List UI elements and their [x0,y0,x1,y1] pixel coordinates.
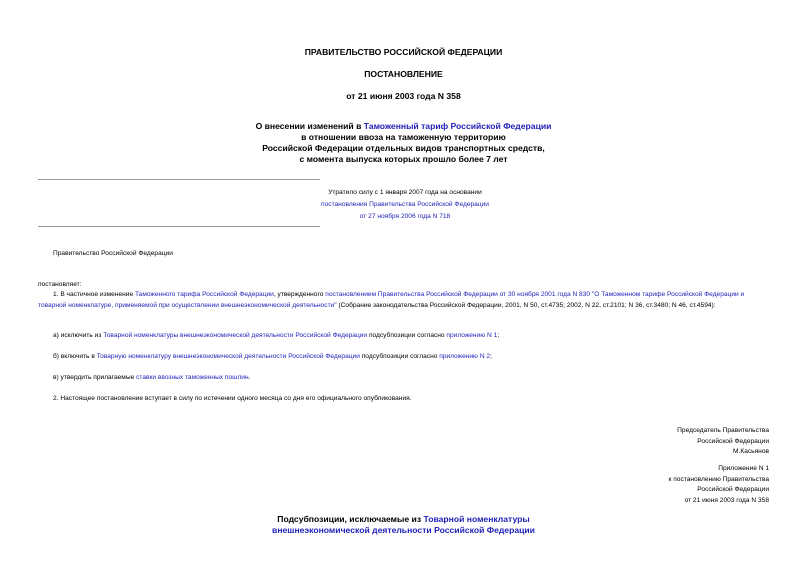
tn-ved-link-1[interactable]: Товарной номенклатуры внешнеэкономической деятельности Российской Федерации [103,332,368,339]
signature-position: Председатель Правительства [677,427,769,434]
tn-ved-link-2[interactable]: Товарную номенклатуру внешнеэкономической деятельности Российской Федерации [96,353,360,360]
paragraph-a: а) исключить из Товарной номенклатуры внешнеэкономической деятельности Российской Федерации подсубпозиции согласно приложению N 1; [53,332,500,339]
decree-830-link[interactable]: постановлением Правительства Российской Федерации от 30 ноября 2001 года N 830 "О Таможенном тарифе Российской Федерации и товарной номенклатуре, применяемой при осуществлении внешнеэкономической деятельности" [38,291,745,309]
status-note-text: Утратило силу с 1 января 2007 года на основании [328,189,482,196]
repeal-decree-date-link[interactable]: от 27 ноября 2006 года N 718 [359,213,451,220]
title-line-4: с момента выпуска которых прошло более 7 лет [299,154,508,164]
signature-name: М.Касьянов [733,448,769,455]
title-line-3: Российской Федерации отдельных видов транспортных средств, [262,143,545,153]
appendix-reference [669,464,770,506]
appendix-title [0,514,807,536]
document-type: ПОСТАНОВЛЕНИЕ [364,69,443,79]
body-decrees: постановляет: [38,281,82,288]
appendix-1-link[interactable]: приложению N 1 [446,332,498,339]
appendix-date: от 21 июня 2003 года N 358 [684,496,769,504]
customs-tariff-link-2[interactable]: Таможенного тарифа Российской Федерации [134,291,274,298]
divider-top [38,179,320,180]
tn-ved-title-link[interactable]: Товарной номенклатуры [423,514,530,524]
document-date-number: от 21 июня 2003 года N 358 [346,91,461,101]
appendix-org: Российской Федерации [697,486,769,493]
title-line-2: в отношении ввоза на таможенную территорию [301,132,506,142]
body-intro: Правительство Российской Федерации [53,250,173,257]
customs-tariff-link[interactable]: Таможенный тариф Российской Федерации [363,121,552,131]
paragraph-2: 2. Настоящее постановление вступает в силу по истечении одного месяца со дня его официального опубликования. [53,395,412,402]
paragraph-v: в) утвердить прилагаемые ставки ввозных таможенных пошлин. [53,374,251,381]
government-heading: ПРАВИТЕЛЬСТВО РОССИЙСКОЙ ФЕДЕРАЦИИ [304,47,503,57]
paragraph-1: 1. В частичное изменение Таможенного тарифа Российской Федерации, утвержденного постановлением Правительства Российской Федерации от 30 ноября 2001 года N 830 "О Таможенном тарифе Российской Федерации и товарной номенклатуре, применяемой при осуществлении внешнеэкономической деятельности" (Собрание законодательства Российской Федерации, 2001, N 50, ст.4735; 2002, N 22, ст.2101; N 36, ст.3480; N 46, ст.4594): [38,291,745,309]
tn-ved-title-link-2[interactable]: внешнеэкономической деятельности Российской Федерации [272,525,535,535]
signature-block [677,426,769,458]
paragraph-b: б) включить в Товарную номенклатуру внешнеэкономической деятельности Российской Федерации подсубпозиции согласно приложению N 2; [53,353,492,360]
title-line-1: О внесении изменений в Таможенный тариф Российской Федерации [255,121,552,131]
appendix-number: Приложение N 1 [718,465,769,472]
appendix-2-link[interactable]: приложению N 2 [439,353,491,360]
status-note [300,187,510,223]
appendix-title-line-1: Подсубпозиции, исключаемые из Товарной номенклатуры [277,514,530,524]
divider-bottom [38,226,320,227]
document-title [0,121,807,165]
repeal-decree-link[interactable]: постановления Правительства Российской Федерации [321,201,489,208]
import-duty-rates-link[interactable]: ставки ввозных таможенных пошлин [136,374,249,381]
signature-org: Российской Федерации [697,437,769,445]
appendix-to-decree: к постановлению Правительства [668,475,769,483]
